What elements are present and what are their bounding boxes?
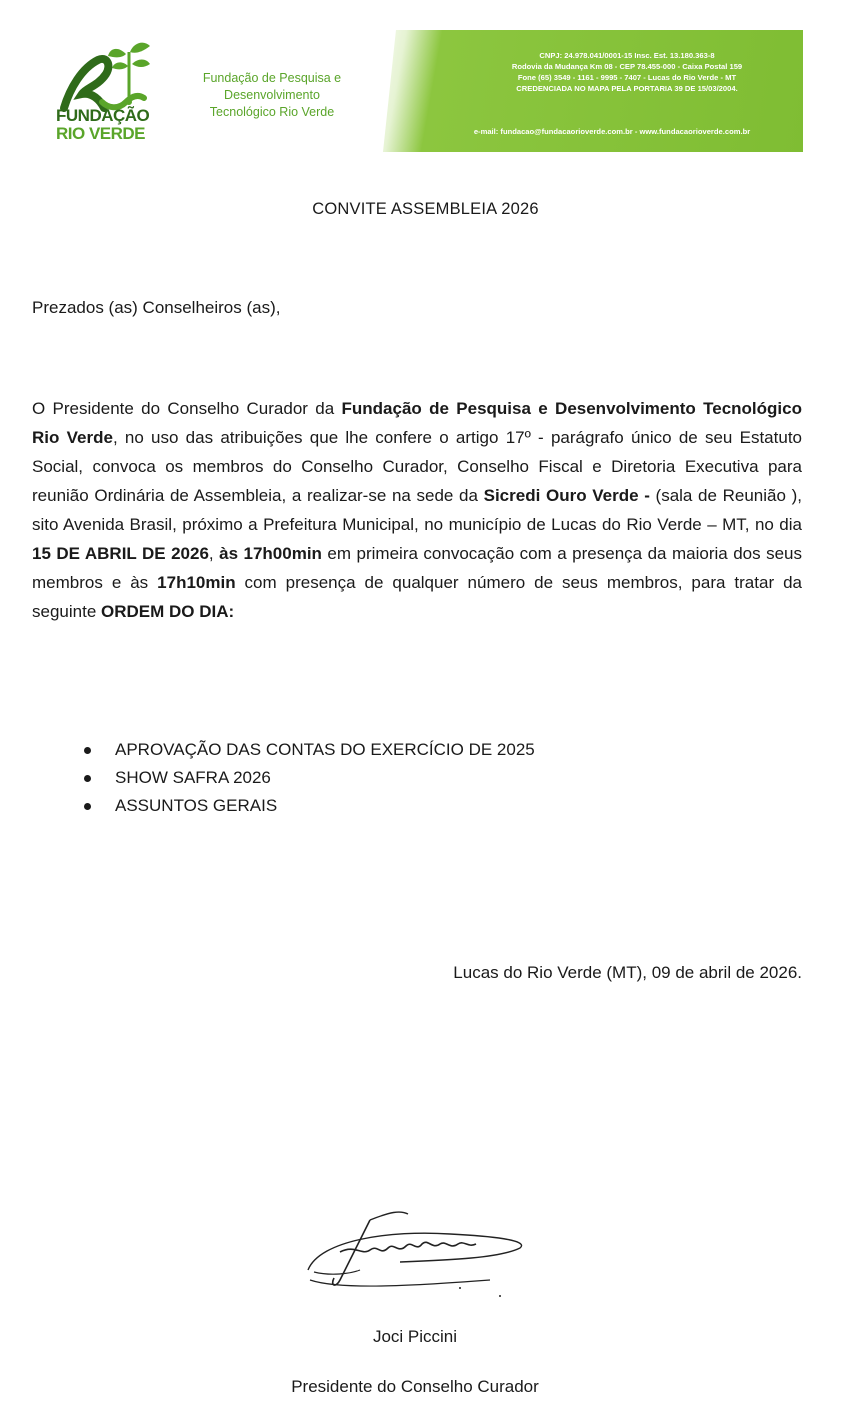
info-phone: Fone (65) 3549 - 1161 - 9995 - 7407 - Lucas do Rio Verde - MT: [517, 73, 737, 82]
agenda-item-label: APROVAÇÃO DAS CONTAS DO EXERCÍCIO DE 2025: [115, 740, 535, 759]
info-address: Rodovia da Mudança Km 08 - CEP 78.455-000 - Caixa Postal 159: [511, 62, 743, 71]
info-credential: CREDENCIADA NO MAPA PELA PORTARIA 39 DE 15/03/2004.: [516, 84, 738, 93]
signer-role: Presidente do Conselho Curador: [291, 1377, 539, 1396]
list-item: [84, 792, 535, 820]
paragraph-bold: às 17h00min: [219, 544, 322, 563]
list-item: [84, 764, 535, 792]
logo-text-fundacao: FUNDAÇÃO: [56, 106, 150, 125]
document-title: CONVITE ASSEMBLEIA 2026: [312, 200, 539, 218]
paragraph-bold: Fundação de Pesquisa e Desenvolvimento Tecnológico Rio Verde: [32, 399, 802, 447]
agenda-item-label: SHOW SAFRA 2026: [115, 768, 271, 787]
paragraph-text: (sala de Reunião ), sito Avenida Brasil, próximo a Prefeitura Municipal, no município de Lucas do Rio Verde – MT, no dia: [32, 486, 802, 534]
bullet-icon: [84, 747, 91, 754]
logo-text-rio-verde: RIO VERDE: [56, 124, 146, 143]
paragraph-text: , no uso das atribuições que lhe confere o artigo 17º - parágrafo único de seu Estatuto Social, convoca os membros do Conselho Curador, Conselho Fiscal e Diretoria Executiva para reunião Ordinária de Assembleia, a realizar-se na sede da: [32, 428, 802, 505]
agenda-list: [84, 736, 535, 820]
greeting: Prezados (as) Conselheiros (as),: [32, 298, 281, 317]
signature-icon: [300, 1200, 530, 1310]
letterhead: [52, 30, 803, 152]
bullet-icon: [84, 803, 91, 810]
main-paragraph: [32, 394, 802, 626]
paragraph-bold: ORDEM DO DIA:: [101, 602, 235, 621]
letterhead-contact: e-mail: fundacao@fundacaorioverde.com.br - www.fundacaorioverde.com.br: [473, 127, 751, 136]
info-cnpj: CNPJ: 24.978.041/0001-15 Insc. Est. 13.180.363-8: [539, 51, 715, 60]
paragraph-bold: 15 DE ABRIL DE 2026: [32, 544, 209, 563]
paragraph-bold: Sicredi Ouro Verde -: [483, 486, 650, 505]
paragraph-text: com presença de qualquer número de seus membros, para tratar da seguinte: [32, 573, 802, 621]
paragraph-text: em primeira convocação com a presença da maioria dos seus membros e às: [32, 544, 803, 592]
letterhead-info: [437, 50, 817, 94]
foundation-name: Fundação de Pesquisa e Desenvolvimento Tecnológico Rio Verde: [202, 71, 342, 119]
paragraph-text: O Presidente do Conselho Curador da: [32, 399, 342, 418]
agenda-item-label: ASSUNTOS GERAIS: [115, 796, 278, 815]
paragraph-text: ,: [208, 544, 220, 563]
bullet-icon: [84, 775, 91, 782]
list-item: [84, 736, 535, 764]
place-date: Lucas do Rio Verde (MT), 09 de abril de 2026.: [453, 963, 802, 982]
paragraph-bold: 17h10min: [157, 573, 236, 592]
signer-name: Joci Piccini: [372, 1327, 458, 1346]
